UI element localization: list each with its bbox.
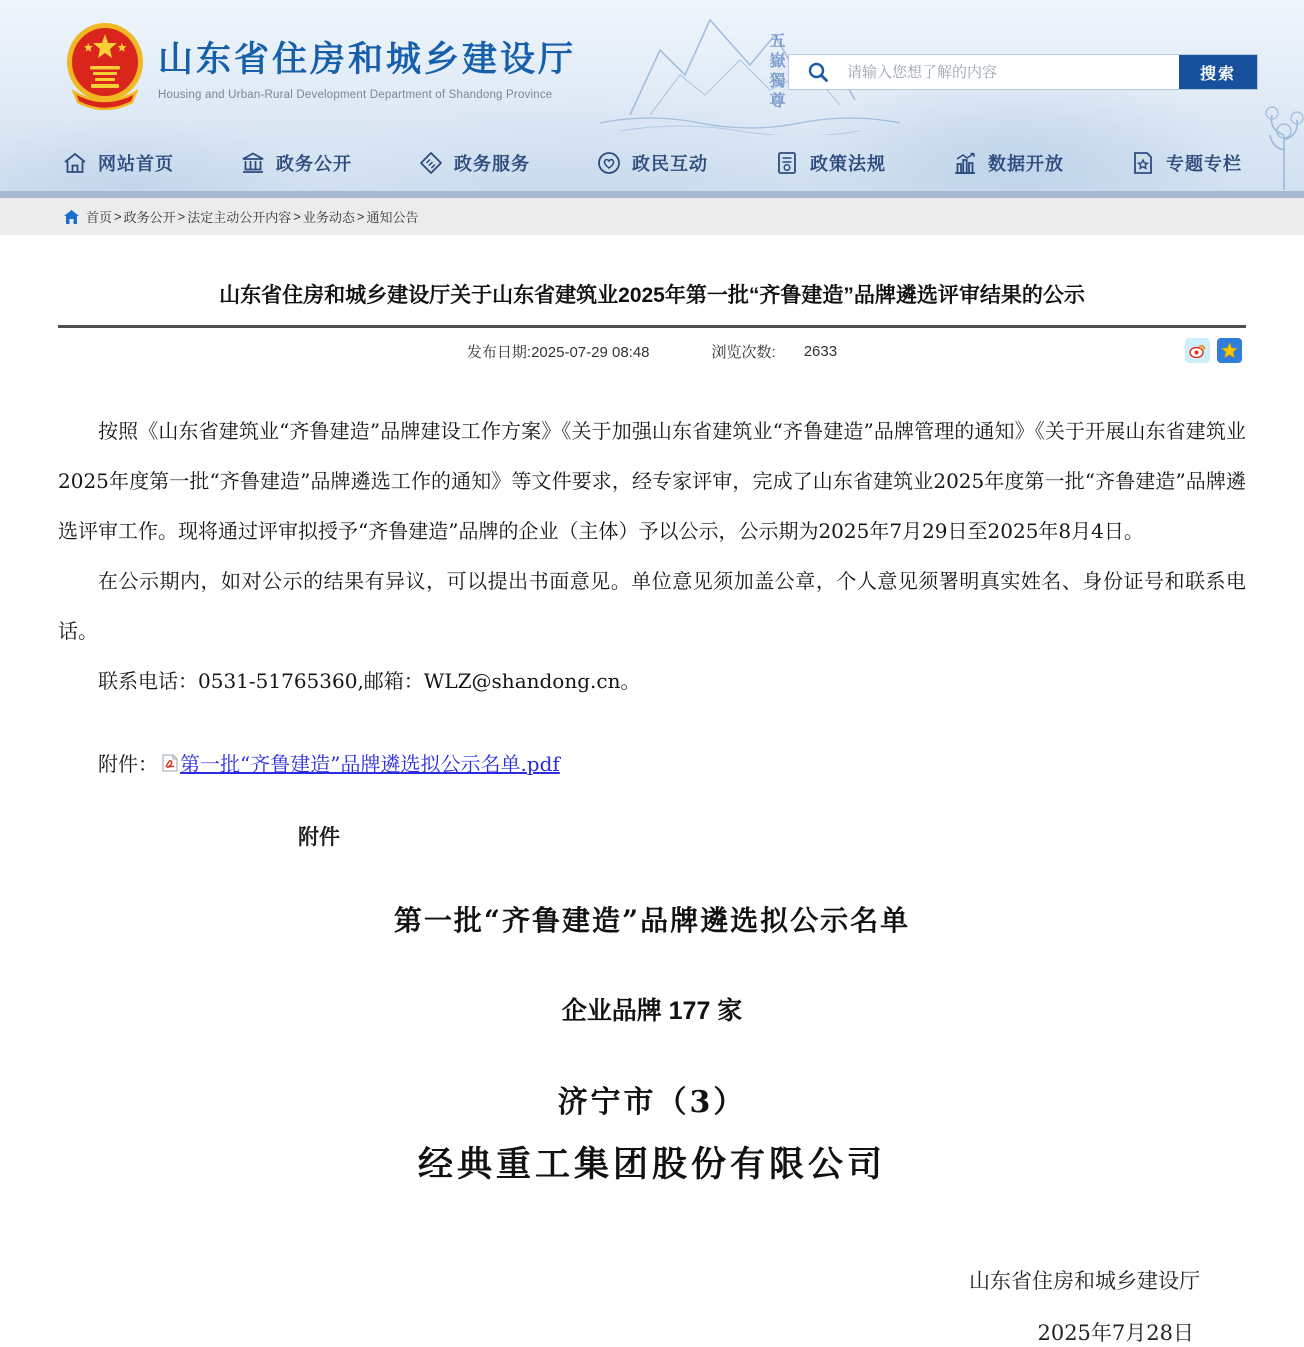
attachment-label: 附件： xyxy=(98,752,158,776)
attachment-row xyxy=(58,748,1246,777)
doc-issuer: 山东省住房和城乡建设厅 xyxy=(969,1269,1200,1293)
breadcrumb-home-icon xyxy=(64,210,79,224)
star-document-icon xyxy=(1130,150,1156,176)
search-input[interactable] xyxy=(847,55,1179,89)
doc-city-heading: 济宁市（3） xyxy=(557,1085,747,1120)
views-label: 浏览次数: xyxy=(711,343,776,361)
article-meta-group xyxy=(467,341,837,362)
home-icon xyxy=(62,150,88,176)
breadcrumb xyxy=(0,198,1304,235)
policy-document-icon xyxy=(774,150,800,176)
attachment-document-preview xyxy=(58,821,1246,1347)
search-icon xyxy=(789,55,847,89)
breadcrumb-item-home[interactable]: 首页 xyxy=(86,210,113,225)
article-meta xyxy=(58,328,1246,374)
bank-icon xyxy=(240,150,266,176)
search-button[interactable]: 搜索 xyxy=(1179,55,1257,89)
breadcrumb-item-statutory-content[interactable]: 法定主动公开内容 xyxy=(187,210,292,225)
nav-item-open-data[interactable] xyxy=(952,150,1064,176)
breadcrumb-separator: > xyxy=(356,209,365,224)
nav-item-special-columns[interactable] xyxy=(1130,150,1242,176)
site-subtitle-english: Housing and Urban-Rural Development Department of Shandong Province xyxy=(158,88,553,101)
article-body xyxy=(58,406,1246,706)
qzone-share-icon[interactable] xyxy=(1217,338,1242,363)
article-title: 山东省住房和城乡建设厅关于山东省建筑业2025年第一批“齐鲁建造”品牌遴选评审结果的公示 xyxy=(219,284,1085,307)
main-navigation xyxy=(0,135,1304,191)
nav-item-home[interactable] xyxy=(62,150,174,176)
paragraph-1: 按照《山东省建筑业“齐鲁建造”品牌建设工作方案》《关于加强山东省建筑业“齐鲁建造”品牌管理的通知》《关于开展山东省建筑业2025年度第一批“齐鲁建造”品牌遴选工作的通知》等文件要求，经专家评审，完成了山东省建筑业2025年度第一批“齐鲁建造”品牌遴选评审工作。现将通过评审拟授予“齐鲁建造”品牌的企业（主体）予以公示，公示期为2025年7月29日至2025年8月4日。 xyxy=(58,419,1246,543)
nav-item-gov-disclosure[interactable] xyxy=(240,150,352,176)
nav-label: 政策法规 xyxy=(810,154,886,174)
header-divider-strip xyxy=(0,191,1304,198)
nav-item-policies[interactable] xyxy=(774,150,886,176)
share-icons xyxy=(1185,338,1242,363)
site-titles xyxy=(158,32,576,101)
pdf-file-icon xyxy=(162,754,178,772)
doc-title: 第一批“齐鲁建造”品牌遴选拟公示名单 xyxy=(393,904,911,937)
doc-issue-date: 2025年7月28日 xyxy=(1037,1321,1194,1345)
illustration-seal-text: 五嶽獨尊 xyxy=(767,32,786,112)
nav-item-gov-services[interactable] xyxy=(418,150,530,176)
breadcrumb-separator: > xyxy=(114,209,122,224)
bar-chart-icon xyxy=(952,150,978,176)
site-logo-row xyxy=(64,22,576,110)
site-search xyxy=(788,54,1258,90)
nav-label: 数据开放 xyxy=(988,154,1064,174)
article-main xyxy=(0,279,1304,1347)
paragraph-contact: 联系电话：0531-51765360,邮箱：WLZ@shandong.cn。 xyxy=(98,669,641,693)
nav-item-public-interaction[interactable] xyxy=(596,150,708,176)
nav-label: 网站首页 xyxy=(98,154,174,174)
doc-company-name: 经典重工集团股份有限公司 xyxy=(417,1144,886,1185)
doc-annex-label: 附件 xyxy=(298,826,340,849)
site-header xyxy=(0,0,1304,191)
nav-label: 政民互动 xyxy=(632,154,708,174)
handshake-icon xyxy=(418,150,444,176)
breadcrumb-item-business-news[interactable]: 业务动态 xyxy=(302,210,355,225)
site-title: 山东省住房和城乡建设厅 xyxy=(158,39,577,79)
attachment-pdf-link[interactable]: 第一批“齐鲁建造”品牌遴选拟公示名单.pdf xyxy=(180,752,560,776)
paragraph-2: 在公示期内，如对公示的结果有异议，可以提出书面意见。单位意见须加盖公章，个人意见须署明真实姓名、身份证号和联系电话。 xyxy=(58,569,1246,643)
breadcrumb-item-notices[interactable]: 通知公告 xyxy=(366,210,419,225)
breadcrumb-separator: > xyxy=(293,209,301,224)
nav-label: 政务公开 xyxy=(276,154,352,174)
weibo-share-icon[interactable] xyxy=(1185,338,1210,363)
nav-label: 政务服务 xyxy=(454,154,530,174)
doc-brand-count: 企业品牌 177 家 xyxy=(561,997,743,1025)
nav-label: 专题专栏 xyxy=(1166,154,1242,174)
header-top xyxy=(0,0,1304,135)
breadcrumb-item-gov-disclosure[interactable]: 政务公开 xyxy=(123,210,176,225)
heart-circle-icon xyxy=(596,150,622,176)
national-emblem-logo xyxy=(64,22,146,110)
publish-date: 发布日期:2025-07-29 08:48 xyxy=(466,343,650,361)
views-count: 2633 xyxy=(803,342,838,360)
breadcrumb-separator: > xyxy=(177,209,186,224)
